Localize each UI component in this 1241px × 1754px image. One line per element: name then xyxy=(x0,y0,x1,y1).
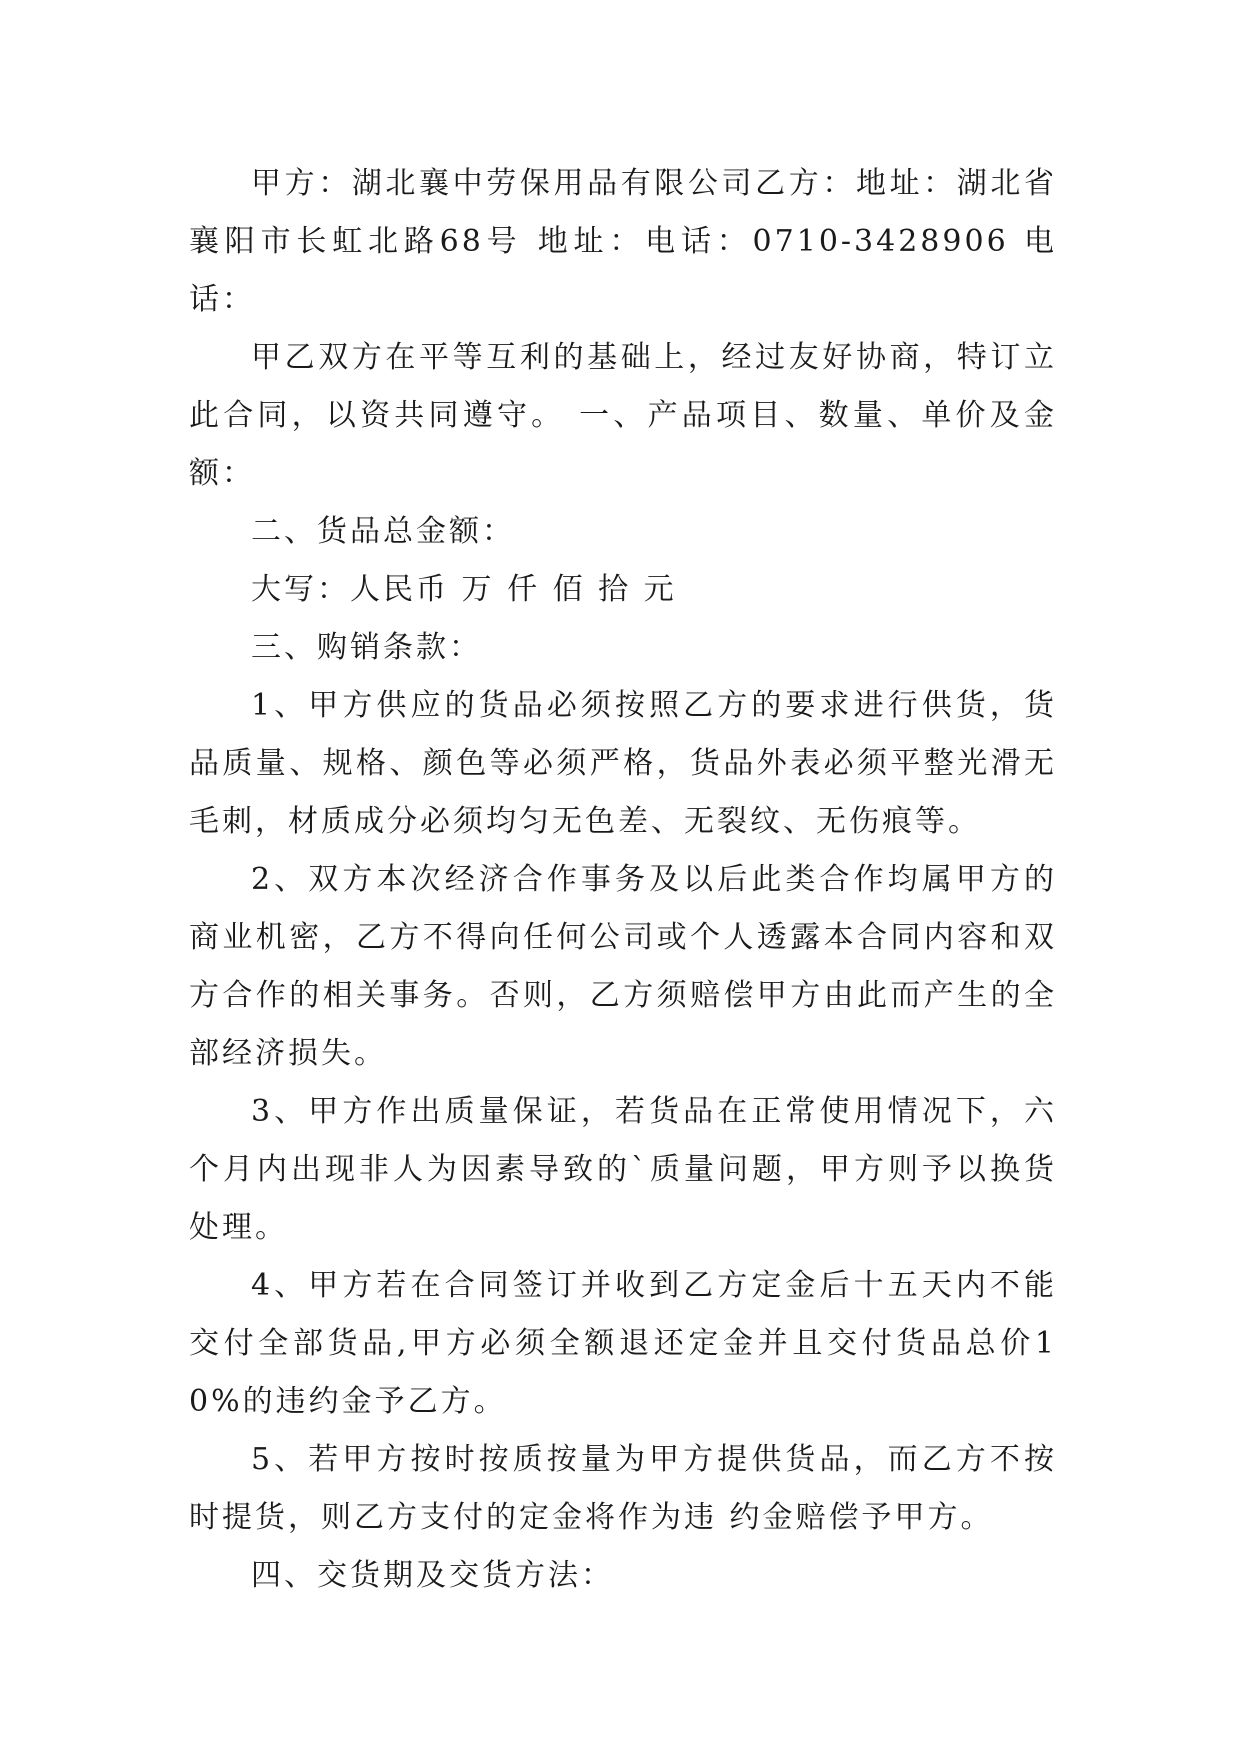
clause-4: 4、甲方若在合同签订并收到乙方定金后十五天内不能交付全部货品,甲方必须全额退还定金并且交付货品总价10%的违约金予乙方。 xyxy=(189,1268,1057,1419)
clause-1: 1、甲方供应的货品必须按照乙方的要求进行供货，货品质量、规格、颜色等必须严格，货品外表必须平整光滑无毛刺，材质成分必须均匀无色差、无裂纹、无伤痕等。 xyxy=(189,688,1057,839)
clause-3: 3、甲方作出质量保证，若货品在正常使用情况下，六个月内出现非人为因素导致的`质量问题，甲方则予以换货处理。 xyxy=(189,1094,1057,1245)
clause-5: 5、若甲方按时按质按量为甲方提供货品，而乙方不按时提货，则乙方支付的定金将作为违 约金赔偿予甲方。 xyxy=(189,1442,1057,1535)
section-sales-terms-heading: 三、购销条款： xyxy=(251,630,482,665)
section-total-amount-heading: 二、货品总金额： xyxy=(251,514,515,549)
contract-preamble: 甲乙双方在平等互利的基础上，经过友好协商，特订立此合同，以资共同遵守。 一、产品项目、数量、单价及金额： xyxy=(189,340,1057,491)
clause-2: 2、双方本次经济合作事务及以后此类合作均属甲方的商业机密，乙方不得向任何公司或个人透露本合同内容和双方合作的相关事务。否则，乙方须赔偿甲方由此而产生的全部经济损失。 xyxy=(189,862,1057,1071)
document-body xyxy=(189,155,1057,1605)
amount-in-words: 大写：人民币 万 仟 佰 拾 元 xyxy=(251,572,677,607)
parties-info: 甲方：湖北襄中劳保用品有限公司乙方：地址：湖北省襄阳市长虹北路68号 地址：电话：0710-3428906 电话： xyxy=(189,166,1057,317)
section-delivery-heading: 四、交货期及交货方法： xyxy=(251,1558,614,1593)
